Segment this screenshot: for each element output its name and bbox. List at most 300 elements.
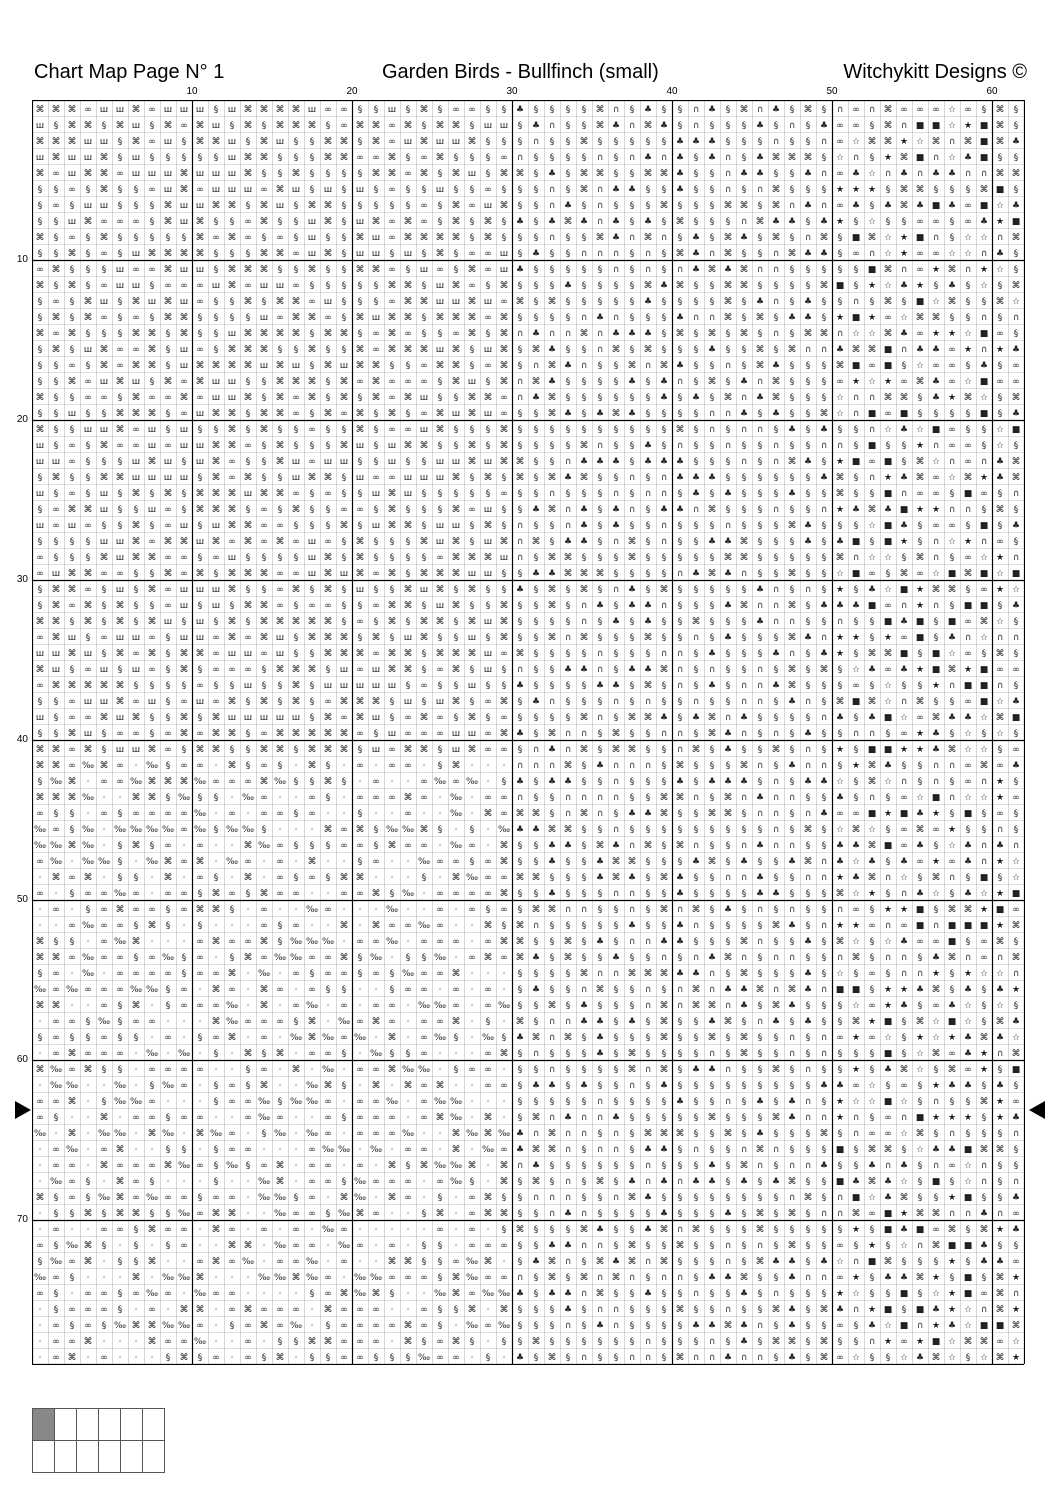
stitch-symbol: §: [725, 761, 731, 771]
stitch-symbol: ∞: [356, 1241, 364, 1251]
stitch-symbol: ⌘: [899, 569, 909, 579]
stitch-symbol: ⌘: [163, 873, 173, 883]
stitch-symbol: ∞: [116, 921, 124, 931]
stitch-symbol: ♣: [947, 201, 957, 211]
stitch-symbol: ∩: [612, 1145, 620, 1155]
stitch-symbol: §: [773, 713, 779, 723]
stitch-symbol: ·: [390, 1209, 394, 1219]
stitch-symbol: ∞: [900, 825, 908, 835]
stitch-symbol: ∩: [692, 1289, 700, 1299]
column-number-label: 50: [826, 86, 838, 97]
stitch-symbol: §: [805, 1033, 811, 1043]
stitch-symbol: §: [661, 409, 667, 419]
stitch-symbol: §: [981, 729, 987, 739]
stitch-symbol: ♣: [995, 1033, 1005, 1043]
stitch-symbol: §: [693, 1241, 699, 1251]
stitch-symbol: ★: [835, 185, 845, 195]
stitch-symbol: ♣: [963, 1049, 973, 1059]
stitch-symbol: ☆: [931, 1289, 941, 1299]
stitch-symbol: ∞: [148, 137, 156, 147]
stitch-symbol: ★: [995, 1097, 1005, 1107]
stitch-symbol: ☆: [931, 1017, 941, 1027]
stitch-symbol: ♣: [611, 329, 621, 339]
stitch-symbol: §: [629, 393, 635, 403]
stitch-symbol: ⌘: [355, 345, 365, 355]
stitch-symbol: ∞: [36, 889, 44, 899]
stitch-symbol: ·: [342, 905, 346, 915]
stitch-symbol: ш: [291, 185, 301, 195]
stitch-symbol: §: [485, 377, 491, 387]
stitch-symbol: §: [981, 1017, 987, 1027]
stitch-symbol: ·: [230, 1353, 234, 1363]
stitch-symbol: §: [709, 121, 715, 131]
stitch-symbol: ∞: [132, 1177, 140, 1187]
stitch-symbol: §: [597, 377, 603, 387]
stitch-symbol: ♣: [803, 1017, 813, 1027]
stitch-symbol: ♣: [739, 777, 749, 787]
stitch-symbol: ∞: [964, 697, 972, 707]
stitch-symbol: §: [821, 377, 827, 387]
stitch-symbol: §: [293, 553, 299, 563]
stitch-symbol: ♣: [627, 409, 637, 419]
stitch-symbol: §: [37, 1257, 43, 1267]
stitch-symbol: ★: [835, 457, 845, 467]
stitch-symbol: ☆: [995, 265, 1005, 275]
stitch-symbol: ·: [390, 809, 394, 819]
stitch-symbol: §: [677, 521, 683, 531]
stitch-symbol: §: [789, 185, 795, 195]
stitch-symbol: ∞: [420, 153, 428, 163]
stitch-symbol: ∩: [852, 1113, 860, 1123]
stitch-symbol: ∞: [500, 409, 508, 419]
stitch-symbol: ⌘: [339, 1193, 349, 1203]
stitch-symbol: ⌘: [643, 681, 653, 691]
stitch-symbol: ∞: [388, 1113, 396, 1123]
stitch-symbol: ш: [211, 585, 221, 595]
stitch-symbol: ⌘: [771, 1337, 781, 1347]
stitch-symbol: ♣: [723, 1353, 733, 1363]
stitch-symbol: ⌘: [547, 409, 557, 419]
stitch-symbol: ⌘: [35, 169, 45, 179]
stitch-symbol: ■: [867, 409, 877, 419]
stitch-symbol: §: [853, 521, 859, 531]
stitch-symbol: ∩: [804, 873, 812, 883]
stitch-symbol: §: [69, 313, 75, 323]
stitch-symbol: ☆: [963, 1161, 973, 1171]
stitch-symbol: ∩: [724, 1241, 732, 1251]
stitch-symbol: §: [693, 217, 699, 227]
stitch-symbol: §: [485, 153, 491, 163]
stitch-symbol: ★: [867, 1305, 877, 1315]
stitch-symbol: ∞: [436, 1017, 444, 1027]
stitch-symbol: ∞: [228, 809, 236, 819]
stitch-symbol: ∞: [388, 297, 396, 307]
stitch-symbol: ■: [835, 281, 845, 291]
stitch-symbol: ♣: [563, 281, 573, 291]
stitch-symbol: ∞: [164, 585, 172, 595]
stitch-symbol: ш: [99, 537, 109, 547]
stitch-symbol: §: [165, 905, 171, 915]
stitch-symbol: ■: [867, 265, 877, 275]
stitch-symbol: ш: [355, 681, 365, 691]
stitch-symbol: §: [357, 521, 363, 531]
stitch-symbol: §: [885, 1353, 891, 1363]
stitch-symbol: ♣: [611, 505, 621, 515]
stitch-symbol: ·: [230, 841, 234, 851]
stitch-symbol: §: [277, 265, 283, 275]
stitch-symbol: ш: [483, 201, 493, 211]
stitch-symbol: ш: [147, 505, 157, 515]
stitch-symbol: ·: [230, 1113, 234, 1123]
stitch-symbol: ⌘: [195, 1273, 205, 1283]
stitch-symbol: ∩: [708, 1353, 716, 1363]
stitch-symbol: ‰: [145, 825, 159, 835]
stitch-symbol: ⌘: [131, 537, 141, 547]
stitch-symbol: ∞: [420, 729, 428, 739]
stitch-symbol: ·: [166, 1177, 170, 1187]
stitch-symbol: ∞: [164, 281, 172, 291]
stitch-symbol: §: [245, 457, 251, 467]
stitch-symbol: ∞: [948, 425, 956, 435]
stitch-symbol: ⌘: [163, 121, 173, 131]
stitch-symbol: ∞: [196, 1161, 204, 1171]
stitch-symbol: ∞: [292, 281, 300, 291]
stitch-symbol: ∞: [100, 905, 108, 915]
stitch-symbol: §: [677, 489, 683, 499]
stitch-symbol: §: [165, 1241, 171, 1251]
stitch-symbol: §: [565, 185, 571, 195]
stitch-symbol: ⌘: [995, 649, 1005, 659]
stitch-symbol: ш: [115, 553, 125, 563]
stitch-symbol: §: [597, 889, 603, 899]
stitch-symbol: ⌘: [67, 105, 77, 115]
stitch-symbol: ⌘: [243, 153, 253, 163]
stitch-symbol: §: [821, 1097, 827, 1107]
stitch-symbol: ‰: [177, 1321, 191, 1331]
stitch-symbol: ∞: [308, 1241, 316, 1251]
stitch-symbol: §: [437, 1193, 443, 1203]
stitch-symbol: ⌘: [67, 121, 77, 131]
stitch-symbol: §: [549, 921, 555, 931]
stitch-symbol: ∩: [660, 153, 668, 163]
stitch-symbol: §: [581, 1305, 587, 1315]
stitch-symbol: §: [213, 1177, 219, 1187]
stitch-symbol: §: [709, 873, 715, 883]
stitch-symbol: §: [309, 361, 315, 371]
stitch-symbol: ♣: [579, 505, 589, 515]
stitch-symbol: §: [277, 425, 283, 435]
stitch-symbol: ■: [1011, 569, 1021, 579]
stitch-symbol: §: [837, 521, 843, 531]
stitch-symbol: §: [821, 1241, 827, 1251]
stitch-symbol: ⌘: [723, 233, 733, 243]
stitch-symbol: §: [805, 409, 811, 419]
stitch-symbol: ♣: [851, 1177, 861, 1187]
stitch-symbol: ★: [851, 921, 861, 931]
stitch-symbol: §: [741, 505, 747, 515]
stitch-symbol: §: [997, 489, 1003, 499]
stitch-symbol: ‰: [257, 1113, 271, 1123]
stitch-symbol: ⌘: [35, 761, 45, 771]
stitch-symbol: ⌘: [771, 233, 781, 243]
stitch-symbol: §: [933, 1129, 939, 1139]
stitch-symbol: §: [341, 201, 347, 211]
stitch-symbol: ⌘: [307, 473, 317, 483]
stitch-symbol: ♣: [643, 1145, 653, 1155]
stitch-symbol: ♣: [659, 457, 669, 467]
stitch-symbol: ш: [211, 185, 221, 195]
stitch-symbol: ★: [915, 1033, 925, 1043]
stitch-symbol: ∞: [900, 1081, 908, 1091]
stitch-symbol: ∩: [612, 489, 620, 499]
stitch-symbol: ∩: [932, 537, 940, 547]
stitch-symbol: §: [469, 521, 475, 531]
stitch-symbol: ∩: [660, 233, 668, 243]
stitch-symbol: ∞: [148, 265, 156, 275]
stitch-symbol: §: [101, 329, 107, 339]
stitch-symbol: ∞: [84, 713, 92, 723]
stitch-symbol: ∞: [484, 729, 492, 739]
stitch-symbol: §: [1013, 185, 1019, 195]
stitch-symbol: ∩: [596, 793, 604, 803]
stitch-symbol: ⌘: [83, 1257, 93, 1267]
stitch-symbol: §: [405, 105, 411, 115]
stitch-symbol: ■: [947, 1241, 957, 1251]
stitch-symbol: §: [837, 265, 843, 275]
stitch-symbol: ∞: [324, 489, 332, 499]
stitch-symbol: ·: [118, 1337, 122, 1347]
stitch-symbol: ∞: [116, 569, 124, 579]
stitch-symbol: ∩: [772, 329, 780, 339]
stitch-symbol: §: [37, 537, 43, 547]
stitch-symbol: ш: [243, 713, 253, 723]
stitch-symbol: §: [53, 377, 59, 387]
stitch-symbol: §: [661, 297, 667, 307]
stitch-symbol: ⌘: [147, 409, 157, 419]
stitch-symbol: ш: [467, 729, 477, 739]
stitch-symbol: ♣: [947, 1001, 957, 1011]
stitch-symbol: ∞: [436, 553, 444, 563]
stitch-symbol: §: [661, 185, 667, 195]
stitch-symbol: ⌘: [227, 441, 237, 451]
stitch-symbol: ·: [214, 1321, 218, 1331]
stitch-symbol: ∞: [836, 201, 844, 211]
stitch-symbol: §: [597, 697, 603, 707]
stitch-symbol: §: [757, 329, 763, 339]
stitch-symbol: ·: [454, 905, 458, 915]
stitch-symbol: ·: [486, 1177, 490, 1187]
stitch-symbol: ‰: [497, 1289, 511, 1299]
stitch-symbol: §: [693, 809, 699, 819]
stitch-symbol: ∞: [180, 1337, 188, 1347]
stitch-symbol: ☆: [915, 793, 925, 803]
stitch-symbol: ·: [198, 1017, 202, 1027]
stitch-symbol: ♣: [595, 937, 605, 947]
stitch-symbol: §: [613, 473, 619, 483]
stitch-symbol: ·: [454, 921, 458, 931]
stitch-symbol: §: [565, 233, 571, 243]
stitch-symbol: §: [757, 441, 763, 451]
stitch-symbol: ·: [214, 809, 218, 819]
stitch-symbol: §: [805, 377, 811, 387]
stitch-symbol: §: [469, 185, 475, 195]
stitch-symbol: §: [885, 1081, 891, 1091]
stitch-symbol: §: [725, 345, 731, 355]
stitch-symbol: §: [117, 457, 123, 467]
stitch-symbol: ♣: [995, 249, 1005, 259]
stitch-symbol: ♣: [643, 217, 653, 227]
stitch-symbol: ⌘: [51, 137, 61, 147]
stitch-symbol: ⌘: [435, 313, 445, 323]
stitch-symbol: ♣: [899, 169, 909, 179]
stitch-symbol: §: [181, 505, 187, 515]
stitch-symbol: ∞: [260, 793, 268, 803]
stitch-symbol: ⌘: [179, 393, 189, 403]
stitch-symbol: ⌘: [275, 1177, 285, 1187]
row-number-label: 10: [16, 254, 28, 265]
stitch-symbol: §: [421, 185, 427, 195]
stitch-symbol: ∞: [484, 697, 492, 707]
stitch-symbol: ∩: [676, 745, 684, 755]
stitch-symbol: ‰: [257, 1193, 271, 1203]
stitch-symbol: ∞: [932, 489, 940, 499]
stitch-symbol: §: [805, 905, 811, 915]
stitch-symbol: §: [469, 857, 475, 867]
stitch-symbol: ·: [182, 1129, 186, 1139]
stitch-symbol: §: [517, 505, 523, 515]
stitch-symbol: ш: [371, 745, 381, 755]
stitch-symbol: §: [501, 665, 507, 675]
stitch-symbol: ⌘: [995, 297, 1005, 307]
stitch-symbol: §: [677, 633, 683, 643]
stitch-symbol: ♣: [835, 857, 845, 867]
stitch-symbol: ⌘: [355, 121, 365, 131]
stitch-symbol: §: [501, 569, 507, 579]
stitch-symbol: §: [1013, 649, 1019, 659]
stitch-symbol: ☆: [899, 713, 909, 723]
stitch-symbol: ⌘: [563, 953, 573, 963]
stitch-symbol: ⌘: [643, 121, 653, 131]
stitch-symbol: §: [917, 1081, 923, 1091]
stitch-symbol: ·: [38, 905, 42, 915]
stitch-symbol: ∩: [532, 745, 540, 755]
stitch-symbol: ш: [403, 633, 413, 643]
stitch-symbol: ∩: [868, 105, 876, 115]
stitch-symbol: §: [453, 585, 459, 595]
stitch-symbol: §: [677, 345, 683, 355]
stitch-symbol: §: [245, 425, 251, 435]
stitch-symbol: ♣: [963, 857, 973, 867]
stitch-symbol: §: [517, 617, 523, 627]
stitch-symbol: ∞: [196, 281, 204, 291]
stitch-symbol: §: [469, 425, 475, 435]
stitch-symbol: ⌘: [963, 1337, 973, 1347]
stitch-symbol: ♣: [515, 585, 525, 595]
stitch-symbol: ⌘: [723, 1129, 733, 1139]
stitch-symbol: §: [117, 857, 123, 867]
stitch-symbol: ★: [995, 585, 1005, 595]
stitch-symbol: §: [661, 1321, 667, 1331]
stitch-symbol: ∩: [788, 1033, 796, 1043]
stitch-symbol: §: [693, 201, 699, 211]
stitch-symbol: ♣: [787, 1097, 797, 1107]
stitch-symbol: ★: [899, 137, 909, 147]
stitch-symbol: §: [437, 745, 443, 755]
stitch-symbol: ‰: [289, 1097, 303, 1107]
stitch-symbol: §: [213, 825, 219, 835]
stitch-symbol: §: [629, 217, 635, 227]
stitch-symbol: §: [949, 1097, 955, 1107]
stitch-symbol: §: [101, 601, 107, 611]
stitch-symbol: ♣: [595, 857, 605, 867]
stitch-symbol: ш: [179, 361, 189, 371]
stitch-symbol: §: [181, 1145, 187, 1155]
stitch-symbol: ∞: [868, 361, 876, 371]
row-number-ruler: [0, 0, 32, 1500]
stitch-symbol: ♣: [755, 393, 765, 403]
stitch-symbol: §: [645, 1049, 651, 1059]
stitch-symbol: ∩: [532, 921, 540, 931]
stitch-symbol: ★: [947, 393, 957, 403]
stitch-symbol: ∞: [484, 361, 492, 371]
stitch-symbol: ‰: [81, 793, 95, 803]
stitch-symbol: ♣: [515, 729, 525, 739]
stitch-symbol: ∩: [772, 617, 780, 627]
stitch-symbol: ‰: [385, 905, 399, 915]
stitch-symbol: §: [949, 729, 955, 739]
stitch-symbol: ⌘: [211, 473, 221, 483]
stitch-symbol: ·: [278, 1065, 282, 1075]
stitch-symbol: ⌘: [931, 585, 941, 595]
stitch-symbol: ⌘: [355, 265, 365, 275]
stitch-symbol: §: [805, 1177, 811, 1187]
stitch-symbol: ⌘: [851, 953, 861, 963]
stitch-symbol: ∩: [564, 729, 572, 739]
stitch-symbol: ш: [499, 265, 509, 275]
stitch-symbol: ш: [211, 601, 221, 611]
stitch-symbol: ∩: [868, 473, 876, 483]
stitch-symbol: ∩: [932, 601, 940, 611]
stitch-symbol: ⌘: [899, 393, 909, 403]
stitch-symbol: ⌘: [739, 105, 749, 115]
stitch-symbol: ·: [454, 1241, 458, 1251]
stitch-symbol: §: [693, 825, 699, 835]
stitch-symbol: §: [693, 1193, 699, 1203]
stitch-symbol: ∩: [868, 425, 876, 435]
stitch-symbol: ⌘: [915, 553, 925, 563]
stitch-symbol: ⌘: [595, 985, 605, 995]
stitch-symbol: ∩: [596, 1145, 604, 1155]
stitch-symbol: ★: [931, 1081, 941, 1091]
stitch-symbol: ■: [835, 1177, 845, 1187]
stitch-symbol: §: [37, 361, 43, 371]
stitch-symbol: §: [661, 1305, 667, 1315]
stitch-symbol: ♣: [691, 137, 701, 147]
stitch-symbol: ♣: [547, 569, 557, 579]
stitch-symbol: §: [757, 777, 763, 787]
stitch-symbol: ⌘: [819, 233, 829, 243]
stitch-symbol: ·: [246, 809, 250, 819]
stitch-symbol: ∩: [628, 121, 636, 131]
stitch-symbol: ⌘: [227, 409, 237, 419]
stitch-symbol: ☆: [851, 857, 861, 867]
stitch-symbol: ⌘: [451, 969, 461, 979]
stitch-symbol: ‰: [81, 921, 95, 931]
stitch-symbol: ·: [342, 793, 346, 803]
stitch-symbol: §: [821, 697, 827, 707]
stitch-symbol: ⌘: [995, 505, 1005, 515]
stitch-symbol: §: [133, 505, 139, 515]
